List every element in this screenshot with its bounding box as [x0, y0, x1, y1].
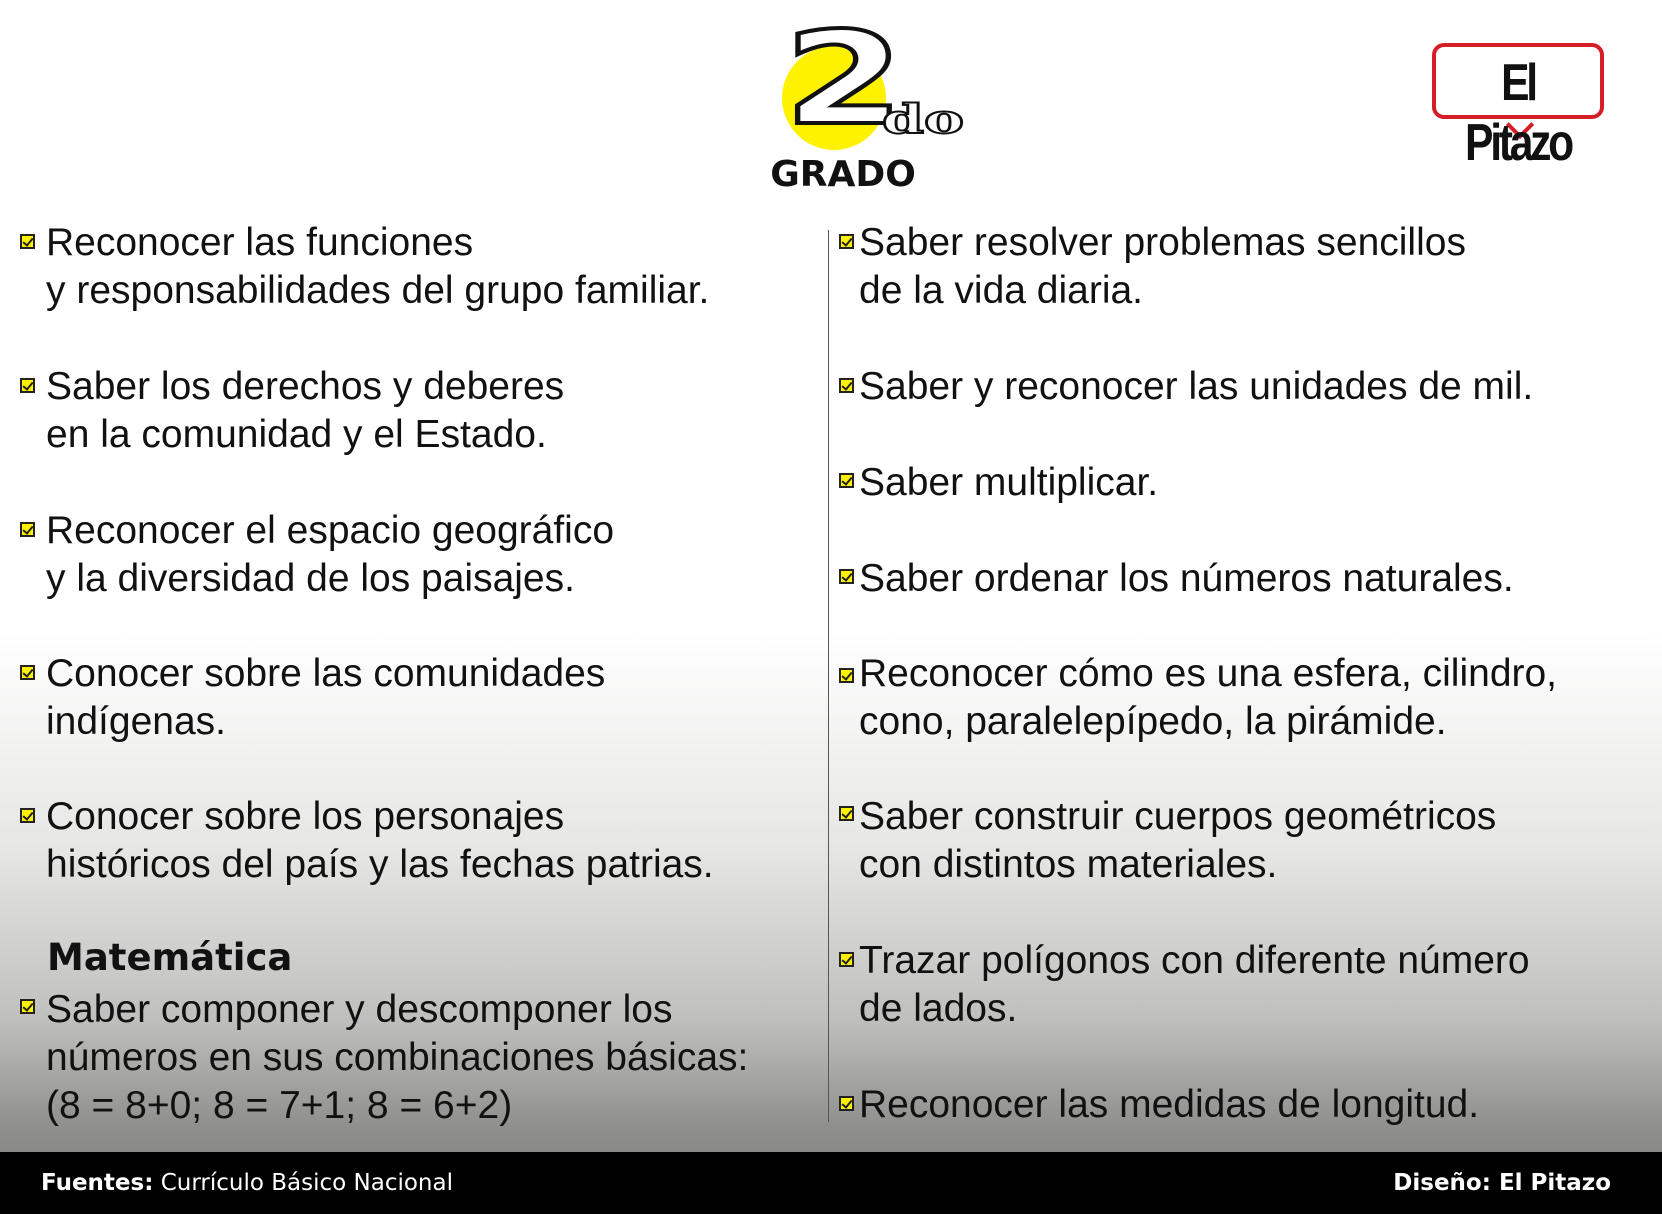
list-item-line: Reconocer las funciones: [46, 221, 474, 264]
column-divider: [828, 230, 829, 1122]
list-item-line: de la vida diaria.: [859, 269, 1144, 312]
grade-badge: [770, 5, 990, 195]
list-item-line: indígenas.: [46, 700, 226, 743]
list-item-line: Saber construir cuerpos geométricos: [859, 795, 1497, 838]
list-item-line: Reconocer cómo es una esfera, cilindro,: [859, 652, 1558, 695]
list-item-line: Saber resolver problemas sencillos: [859, 221, 1466, 264]
list-item-line: (8 = 8+0; 8 = 7+1; 8 = 6+2): [46, 1084, 513, 1127]
checkbox-icon: [839, 569, 854, 584]
footer-bar: [0, 1152, 1662, 1214]
el-pitazo-logo: [1432, 43, 1612, 172]
checkbox-icon: [839, 668, 854, 683]
list-item: [46, 793, 714, 889]
checkbox-icon: [20, 522, 35, 537]
list-item-line: Saber multiplicar.: [859, 461, 1159, 504]
list-item: [46, 363, 564, 459]
checkbox-icon: [839, 234, 854, 249]
list-item: [859, 219, 1466, 315]
list-item: [46, 986, 748, 1130]
logo-text: El Pitazo: [1465, 54, 1571, 172]
footer-sources-label: Fuentes:: [41, 1170, 154, 1196]
list-item: [859, 459, 1158, 507]
list-item-line: Saber ordenar los números naturales.: [859, 557, 1514, 600]
list-item-line: Saber y reconocer las unidades de mil.: [859, 365, 1534, 408]
list-item: [46, 650, 605, 746]
checkbox-icon: [839, 1096, 854, 1111]
grade-number: 2: [784, 5, 899, 154]
list-item-line: en la comunidad y el Estado.: [46, 413, 547, 456]
grade-label: GRADO: [770, 154, 916, 195]
list-item: [859, 555, 1514, 603]
list-item-line: Reconocer las medidas de longitud.: [859, 1083, 1480, 1126]
list-item-line: y la diversidad de los paisajes.: [46, 557, 575, 600]
grade-suffix: do: [882, 96, 964, 143]
list-item-line: cono, paralelepípedo, la pirámide.: [859, 700, 1447, 743]
footer-design-label: Diseño:: [1393, 1170, 1491, 1196]
checkbox-icon: [20, 378, 35, 393]
checkbox-icon: [20, 234, 35, 249]
list-item-line: y responsabilidades del grupo familiar.: [46, 269, 710, 312]
checkbox-icon: [20, 999, 35, 1014]
checkbox-icon: [20, 808, 35, 823]
list-item: [859, 650, 1557, 746]
list-item-line: números en sus combinaciones básicas:: [46, 1036, 749, 1079]
list-item-line: Saber componer y descomponer los: [46, 988, 673, 1031]
list-item: [859, 937, 1530, 1033]
list-item-line: Saber los derechos y deberes: [46, 365, 565, 408]
footer-sources-value: Currículo Básico Nacional: [160, 1170, 453, 1196]
list-item-line: Reconocer el espacio geográfico: [46, 509, 615, 552]
checkbox-icon: [20, 665, 35, 680]
list-item-line: Trazar polígonos con diferente número: [859, 939, 1530, 982]
list-item-line: históricos del país y las fechas patrias.: [46, 843, 714, 886]
checkbox-icon: [839, 952, 854, 967]
list-item-line: Conocer sobre los personajes: [46, 795, 565, 838]
list-item-line: de lados.: [859, 987, 1018, 1030]
checkbox-icon: [839, 378, 854, 393]
list-item: [46, 219, 709, 315]
footer-sources: [41, 1170, 453, 1196]
list-item: [859, 363, 1533, 411]
list-item: [859, 793, 1496, 889]
list-item: [859, 1081, 1479, 1129]
footer-design: [1393, 1170, 1611, 1196]
section-heading-matematica: Matemática: [47, 936, 293, 979]
checkbox-icon: [839, 473, 854, 488]
list-item: [46, 507, 614, 603]
checkbox-icon: [839, 806, 854, 821]
list-item-line: con distintos materiales.: [859, 843, 1278, 886]
list-item-line: Conocer sobre las comunidades: [46, 652, 606, 695]
footer-design-value: El Pitazo: [1498, 1170, 1611, 1196]
